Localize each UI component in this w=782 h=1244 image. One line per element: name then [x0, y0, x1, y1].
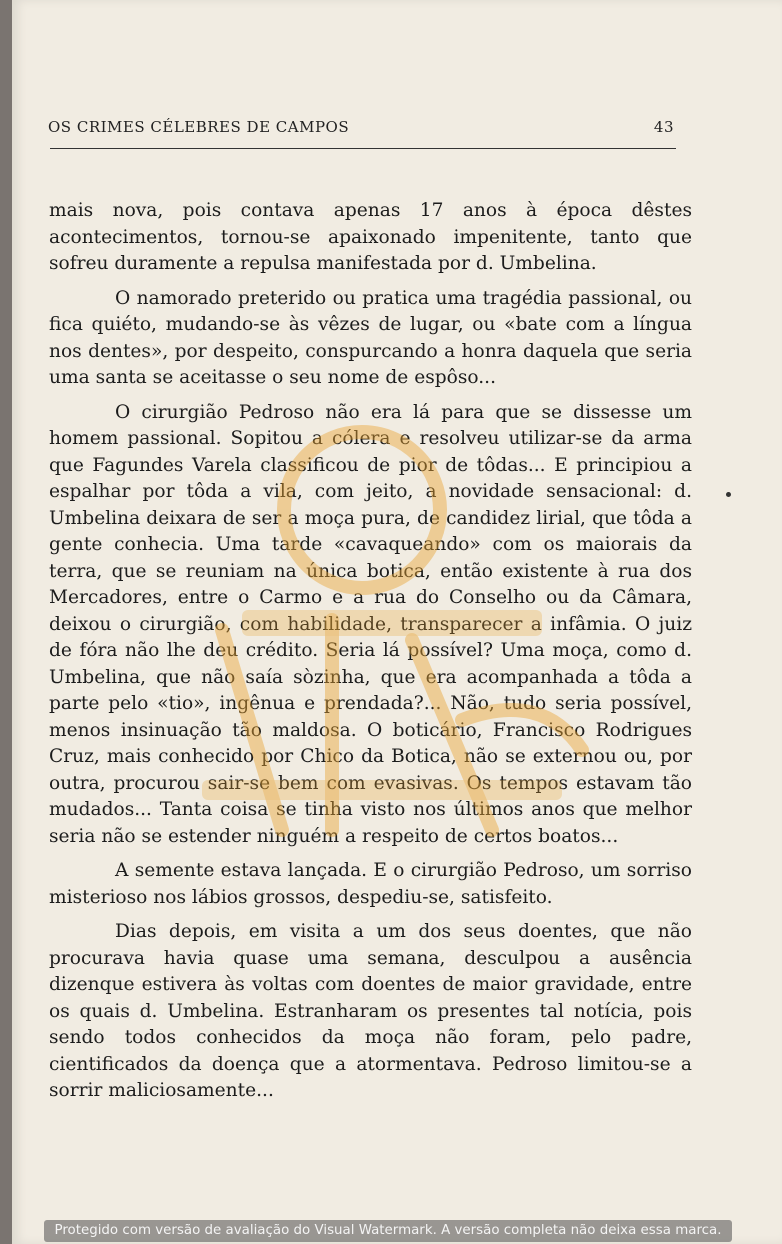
paragraph: O namorado preterido ou pratica uma tragédia passional, ou fica quiéto, mudando-se às vêzes de lugar, ou «bate com a língua nos dentes», por despeito, conspurcando a honra daquela que seria uma santa se aceitasse o seu nome de espôso... [49, 287, 692, 388]
watermark-notice-bar: Protegido com versão de avaliação do Visual Watermark. A versão completa não deixa essa marca. [44, 1220, 732, 1242]
paragraph: A semente estava lançada. E o cirurgião Pedroso, um sorriso misterioso nos lábios grossos, despediu-se, satisfeito. [49, 860, 692, 908]
paragraph: Dias depois, em visita a um dos seus doentes, que não procurava havia quase uma semana, desculpou a ausência dizenque estivera às voltas com doentes de maior gravidade, entre os quais d. Umbelina. Estranharam os presentes tal notícia, pois sendo todos conhecidos da moça não foram, pelo padre, cientificados da doença que a atormentava. Pedroso limitou-se a sorrir maliciosamente... [49, 921, 692, 1101]
paragraph: O cirurgião Pedroso não era lá para que se dissesse um homem passional. Sopitou a cólera e resolveu utilizar-se da arma que Fagundes Varela classificou de pior de tôdas... E principiou a espalhar por tôda a vila, com jeito, a novidade sensacional: d. Umbelina deixara de ser a moça pura, de candidez lirial, que tôda a gente conhecia. Uma tarde «cavaqueando» com os maiorais da terra, que se reuniam na única botica, então existente à rua dos Mercadores, entre o Carmo e a rua do Conselho ou da Câmara, deixou o cirurgião, com habilidade, transparecer a infâmia. O juiz de fóra não lhe deu crédito. Seria lá possível? Uma moça, como d. Umbelina, que não saía sòzinha, que era acompanhada a tôda a parte pelo «tio», ingênua e prendada?... Não, tudo seria possível, menos insinuação tão maldosa. O boticário, Francisco Rodrigues Cruz, mais conhecido por Chico da Botica, não se externou ou, por outra, procurou sair-se bem com evasivas. Os tempos estavam tão mudados... Tanta coisa se tinha visto nos últimos anos que melhor seria não se estender ninguém a respeito de certos boatos... [49, 401, 692, 847]
running-header [48, 118, 678, 138]
book-page [12, 0, 782, 1244]
paragraph: mais nova, pois contava apenas 17 anos à época dêstes acontecimentos, tornou-se apaixonado impenitente, tanto que sofreu duramente a repulsa manifestada por d. Umbelina. [49, 200, 692, 274]
page-number: 43 [653, 118, 674, 136]
running-title: OS CRIMES CÉLEBRES DE CAMPOS [48, 118, 350, 136]
ink-spot [726, 492, 731, 497]
header-rule [50, 148, 676, 149]
body-text [49, 198, 692, 1113]
